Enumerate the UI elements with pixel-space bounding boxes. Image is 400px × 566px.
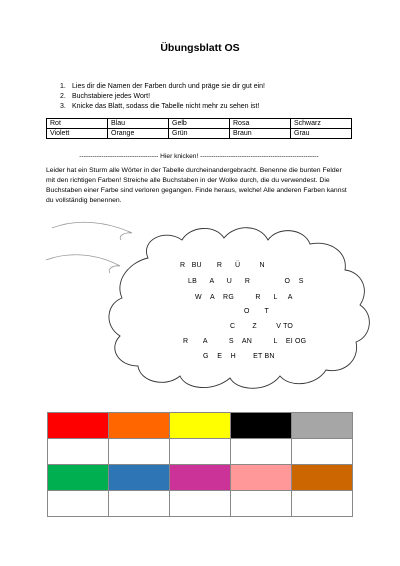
table-cell: Rosa	[230, 119, 291, 129]
answer-cell[interactable]	[170, 491, 231, 517]
answer-cell[interactable]	[48, 491, 109, 517]
letter-line: W A RG R L A	[195, 294, 293, 301]
answer-cell[interactable]	[48, 439, 109, 465]
color-swatch	[231, 413, 292, 439]
answer-cell[interactable]	[292, 439, 353, 465]
answer-cell[interactable]	[231, 439, 292, 465]
answer-row	[48, 491, 353, 517]
instruction-item: 3. Knicke das Blatt, sodass die Tabelle nicht mehr zu sehen ist!	[60, 103, 260, 110]
cloud-outline	[109, 228, 369, 389]
answer-cell[interactable]	[170, 439, 231, 465]
table-cell: Orange	[108, 129, 169, 139]
answer-cell[interactable]	[109, 491, 170, 517]
answer-row	[48, 439, 353, 465]
table-cell: Rot	[47, 119, 108, 129]
color-swatch	[292, 465, 353, 491]
color-swatch	[109, 465, 170, 491]
table-cell: Gelb	[169, 119, 230, 129]
table-cell: Blau	[108, 119, 169, 129]
letter-line: R BU R Ü N	[180, 262, 265, 269]
letter-line: C Z V TO	[230, 323, 294, 330]
letter-line: LB A U R O S	[188, 278, 304, 285]
color-swatch	[292, 413, 353, 439]
table-cell: Braun	[230, 129, 291, 139]
fold-separator: ------------------------------------ Hier knicken! ------------------------------------------------------	[79, 153, 319, 160]
swatch-row	[48, 465, 353, 491]
task-paragraph: Leider hat ein Sturm alle Wörter in der Tabelle durcheinandergebracht. Benenne die bunten Felder mit den richtigen Farben! Streiche alle Buchstaben in der Wolke durch, die du verwendest. Die Buchstaben einer Farbe sind verloren gegangen. Finde heraus, welche! Alle anderen Farben kannst du vollständig benennen.	[46, 167, 347, 204]
table-cell: Grau	[291, 129, 352, 139]
letter-line: O T	[244, 308, 270, 315]
table-cell: Violett	[47, 129, 108, 139]
color-swatch	[48, 413, 109, 439]
answer-cell[interactable]	[231, 491, 292, 517]
table-cell: Schwarz	[291, 119, 352, 129]
color-swatch	[170, 413, 231, 439]
color-swatch	[231, 465, 292, 491]
color-swatch	[48, 465, 109, 491]
wind-line-icon	[46, 255, 120, 273]
letter-line: G E H ET BN	[203, 353, 275, 360]
page-title: Übungsblatt OS	[160, 42, 240, 54]
color-swatch-grid	[47, 412, 353, 517]
table-cell: Grün	[169, 129, 230, 139]
answer-cell[interactable]	[109, 439, 170, 465]
instruction-item: 1. Lies dir die Namen der Farben durch und präge sie dir gut ein!	[60, 83, 265, 90]
answer-cell[interactable]	[292, 491, 353, 517]
wind-line-icon	[52, 222, 132, 240]
letter-line: R A S AN L EI OG	[183, 338, 307, 345]
color-swatch	[170, 465, 231, 491]
color-swatch	[109, 413, 170, 439]
instruction-item: 2. Buchstabiere jedes Wort!	[60, 93, 151, 100]
swatch-row	[48, 413, 353, 439]
